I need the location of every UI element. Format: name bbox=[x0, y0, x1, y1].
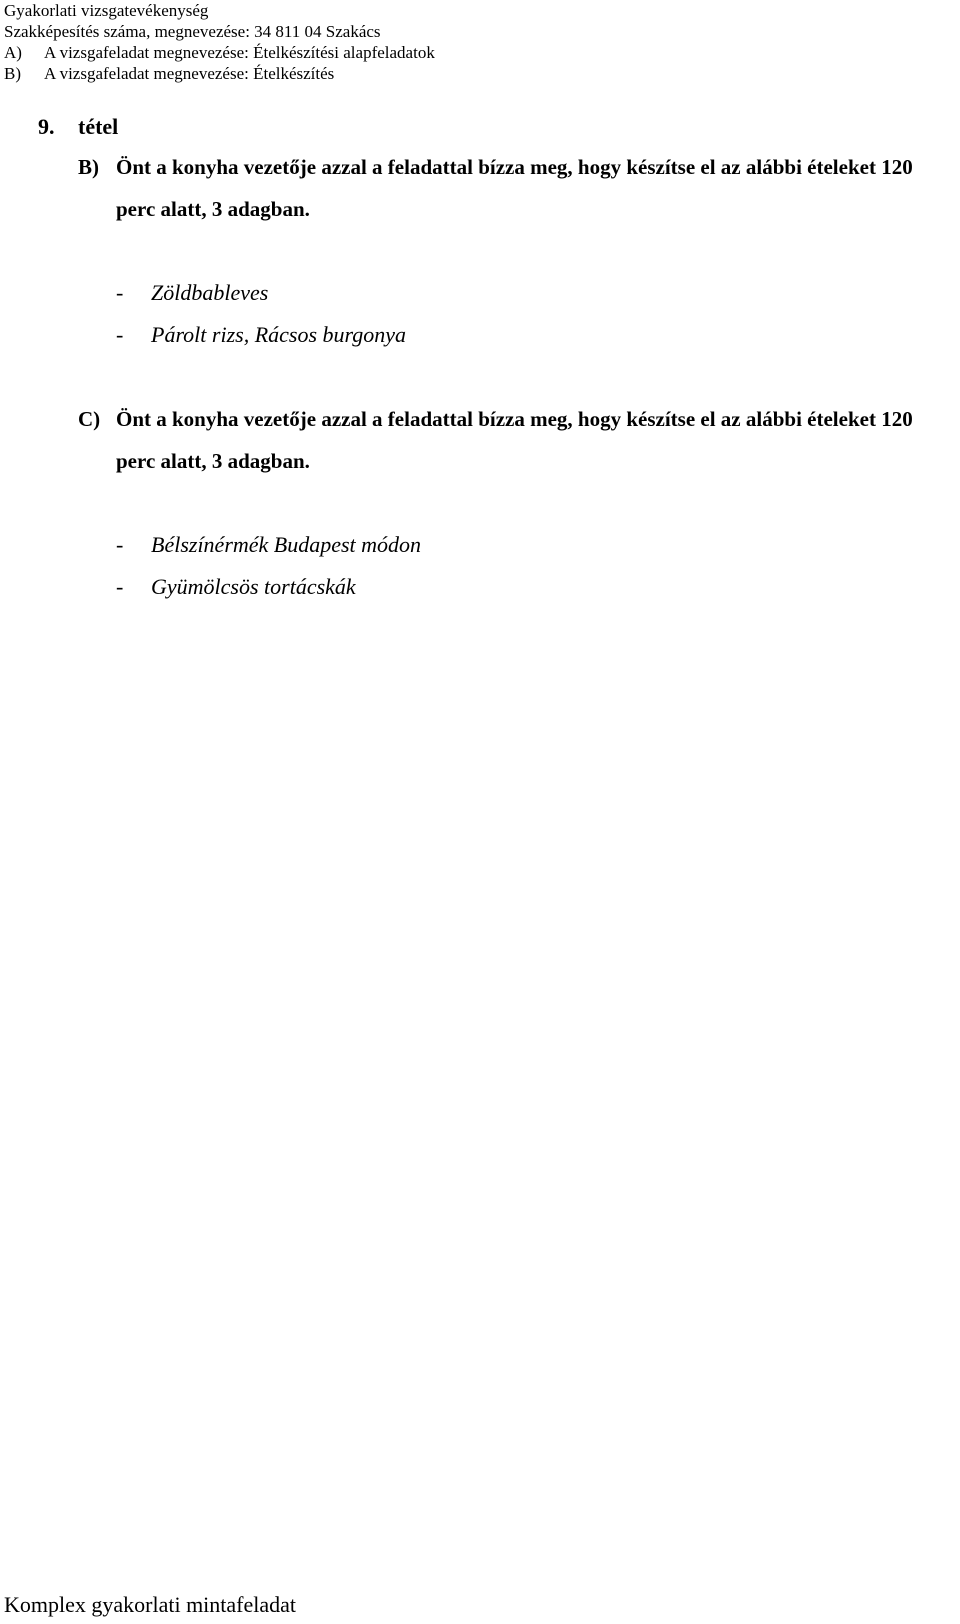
header-line-1: Gyakorlati vizsgatevékenység bbox=[4, 1, 209, 20]
dish-name: Gyümölcsös tortácskák bbox=[151, 574, 356, 599]
header-line-3-prefix: A) bbox=[4, 43, 22, 62]
item-number: 9. bbox=[38, 114, 55, 139]
task-b-text: Önt a konyha vezetője azzal a feladattal bízza meg, hogy készítse el az alábbi ételeket 120 perc alatt, 3 adagban. bbox=[116, 155, 913, 221]
page-header bbox=[4, 0, 435, 84]
header-line-3 bbox=[4, 42, 435, 63]
page-footer: Komplex gyakorlati mintafeladat bbox=[4, 1592, 297, 1617]
list-item bbox=[116, 272, 406, 314]
task-c bbox=[78, 398, 948, 482]
list-item bbox=[116, 524, 421, 566]
dish-name: Párolt rizs, Rácsos burgonya bbox=[151, 322, 407, 347]
list-item bbox=[116, 566, 421, 608]
header-line-4-text: A vizsgafeladat megnevezése: Ételkészítés bbox=[44, 64, 335, 83]
task-c-text: Önt a konyha vezetője azzal a feladattal bízza meg, hogy készítse el az alábbi ételeket 120 perc alatt, 3 adagban. bbox=[116, 407, 913, 473]
dish-name: Bélszínérmék Budapest módon bbox=[151, 532, 422, 557]
header-line-4 bbox=[4, 63, 435, 84]
header-line-2: Szakképesítés száma, megnevezése: 34 811 04 Szakács bbox=[4, 22, 381, 41]
dish-name: Zöldbableves bbox=[151, 280, 269, 305]
item-title-text: tétel bbox=[78, 114, 119, 139]
task-b-dish-list bbox=[116, 272, 406, 356]
task-b bbox=[78, 146, 948, 230]
list-dash: - bbox=[116, 322, 124, 347]
list-dash: - bbox=[116, 532, 124, 557]
list-item bbox=[116, 314, 406, 356]
task-c-dish-list bbox=[116, 524, 421, 608]
task-c-letter: C) bbox=[78, 407, 101, 431]
header-line-4-prefix: B) bbox=[4, 64, 21, 83]
header-line-3-text: A vizsgafeladat megnevezése: Ételkészítési alapfeladatok bbox=[44, 43, 435, 62]
list-dash: - bbox=[116, 574, 124, 599]
task-b-letter: B) bbox=[78, 155, 99, 179]
item-title bbox=[38, 114, 118, 140]
list-dash: - bbox=[116, 280, 124, 305]
